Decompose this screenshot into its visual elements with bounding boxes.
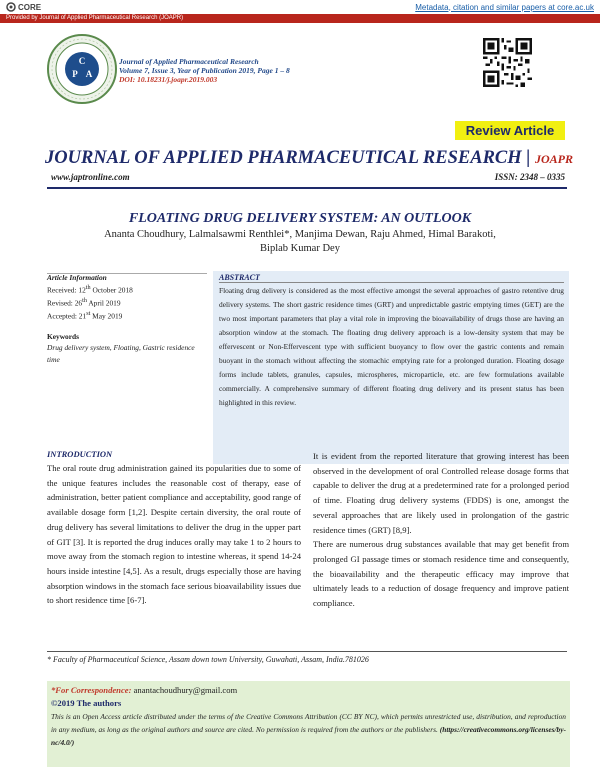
article-authors	[80, 228, 520, 256]
license-url[interactable]: (https://creativecommons.org/licenses/by-nc/4.0/)	[51, 725, 566, 747]
core-bar	[0, 0, 600, 14]
correspondence-label: *For Correspondence:	[51, 685, 132, 695]
journal-masthead	[45, 148, 573, 169]
site-row	[51, 172, 565, 186]
intro-column-left	[47, 461, 301, 608]
received-date: Received: 12th October 2018	[47, 285, 133, 295]
license-body: This is an Open Access article distributed under the terms of the Creative Commons Attribution (CC BY NC), which permits unrestricted use, distribution, and reproduction in any medium, as long as the original authors and source are cited. No permission is required from the authors or the publishers.	[51, 712, 566, 734]
introduction-heading: INTRODUCTION	[47, 449, 113, 459]
license-text	[51, 710, 566, 749]
core-logo[interactable]	[6, 2, 41, 12]
masthead-rule	[47, 187, 567, 189]
core-icon	[6, 2, 16, 12]
logo-letter-p: P	[72, 69, 78, 79]
journal-logo	[46, 33, 118, 105]
footnote-rule	[47, 651, 567, 652]
logo-letter-a: A	[85, 69, 93, 79]
correspondence-email[interactable]: anantachoudhury@gmail.com	[133, 685, 238, 695]
keywords: Drug delivery system, Floating, Gastric residence time	[47, 343, 195, 364]
abstract-heading: ABSTRACT	[219, 273, 564, 283]
correspondence-line	[51, 684, 566, 697]
intro-column-right	[313, 449, 569, 611]
journal-issn: ISSN: 2348 – 0335	[494, 172, 565, 182]
revised-date: Revised: 26th April 2019	[47, 298, 121, 308]
journal-meta-issue: Volume 7, Issue 3, Year of Publication 2019, Page 1 – 8	[119, 66, 290, 75]
correspondence-box	[47, 681, 570, 767]
affiliation-footnote: * Faculty of Pharmaceutical Science, Assam down town University, Guwahati, Assam, India.781026	[47, 655, 369, 664]
core-metadata-link[interactable]: Metadata, citation and similar papers at core.ac.uk	[415, 2, 594, 12]
keywords-heading: Keywords	[47, 332, 80, 342]
intro-paragraph-left: The oral route drug administration gained its popularities due to some of the unique features includes the reasonable cost of therapy, ease of administration, better patient compliance and acceptability, good range of available dosage form [1,2]. Despite certain diversity, the oral route of drug delivery has several limitations to deliver the drug in the upper part of GIT [3]. It is reported the drug induces orally may take 1 to 2 hours to move away from the stomach region to intestine whereas, it spend 14-24 hours inside intestine [4,5]. As a result, drugs especially those are having absorption windows in the stomach face serious bioavailability issues due to short residence time [6-7].	[47, 463, 301, 606]
review-article-badge: Review Article	[455, 121, 565, 140]
article-title: FLOATING DRUG DELIVERY SYSTEM: AN OUTLOOK	[128, 211, 472, 226]
logo-letter-c: C	[78, 56, 86, 66]
intro-paragraph-right-1: It is evident from the reported literature that growing interest has been observed in the development of oral Controlled release dosage forms that capable to deliver the drug at a predetermined rate for a prolonged period of time. Floating drug delivery systems (FDDS) is one, amongst the several approaches that are likely used in prolongation of the gastric residence times (GRT) [8,9].	[313, 451, 569, 535]
abstract-text: Floating drug delivery is considered as the most effective amongst the several approaches of gastro retentive drug delivery systems. The short gastric residence times (GRT) and unpredictable gastric emptying times (GET) are the two most important parameters that play a vital role in improving the bioavailability of drugs those are having an absorption window at the stomach. The floating drug delivery approach is a low-density system that may be effervescent or Non-Effervescent type with sufficient buoyancy to flow over the gastric contents and remain buoyant in the stomach without affecting the stomachic emptying rate for a prolonged duration. Floating dosage forms include tablets, granules, capsules, microspheres, microparticle, etc. are few formulations available commercially. A comprehensive summary of different floating drug delivery and its present status has been highlighted in this review.	[219, 286, 564, 407]
copyright: ©2019 The authors	[51, 698, 122, 708]
core-logo-text: CORE	[18, 2, 42, 12]
masthead-abbr: JOAPR	[534, 152, 573, 166]
journal-meta-doi[interactable]: DOI: 10.18231/j.joapr.2019.003	[119, 75, 218, 84]
abstract-box	[213, 271, 569, 464]
qr-code[interactable]	[483, 38, 532, 87]
journal-meta	[119, 57, 290, 84]
journal-meta-name: Journal of Applied Pharmaceutical Research	[119, 57, 259, 66]
journal-website[interactable]: www.japtronline.com	[51, 172, 130, 182]
masthead-title: JOURNAL OF APPLIED PHARMACEUTICAL RESEARCH	[45, 148, 522, 168]
authors-line-2: Biplab Kumar Dey	[260, 243, 340, 254]
authors-line-1: Ananta Choudhury, Lalmalsawmi Renthlei*, Manjima Dewan, Raju Ahmed, Himal Barakoti,	[104, 229, 496, 240]
article-information	[47, 272, 207, 365]
accepted-date: Accepted: 21st May 2019	[47, 311, 123, 321]
masthead-separator: |	[526, 148, 531, 168]
intro-paragraph-right-2: There are numerous drug substances available that may get benefit from prolonged GI passage times or stomach residence time and consequently, the bioavailability and the therapeutic efficacy may improve that ultimately leads to a reduction of dosage frequency and improve patient compliance.	[313, 539, 569, 609]
provided-by-bar[interactable]: Provided by Journal of Applied Pharmaceutical Research (JOAPR)	[0, 14, 600, 23]
article-info-heading: Article Information	[47, 273, 107, 282]
